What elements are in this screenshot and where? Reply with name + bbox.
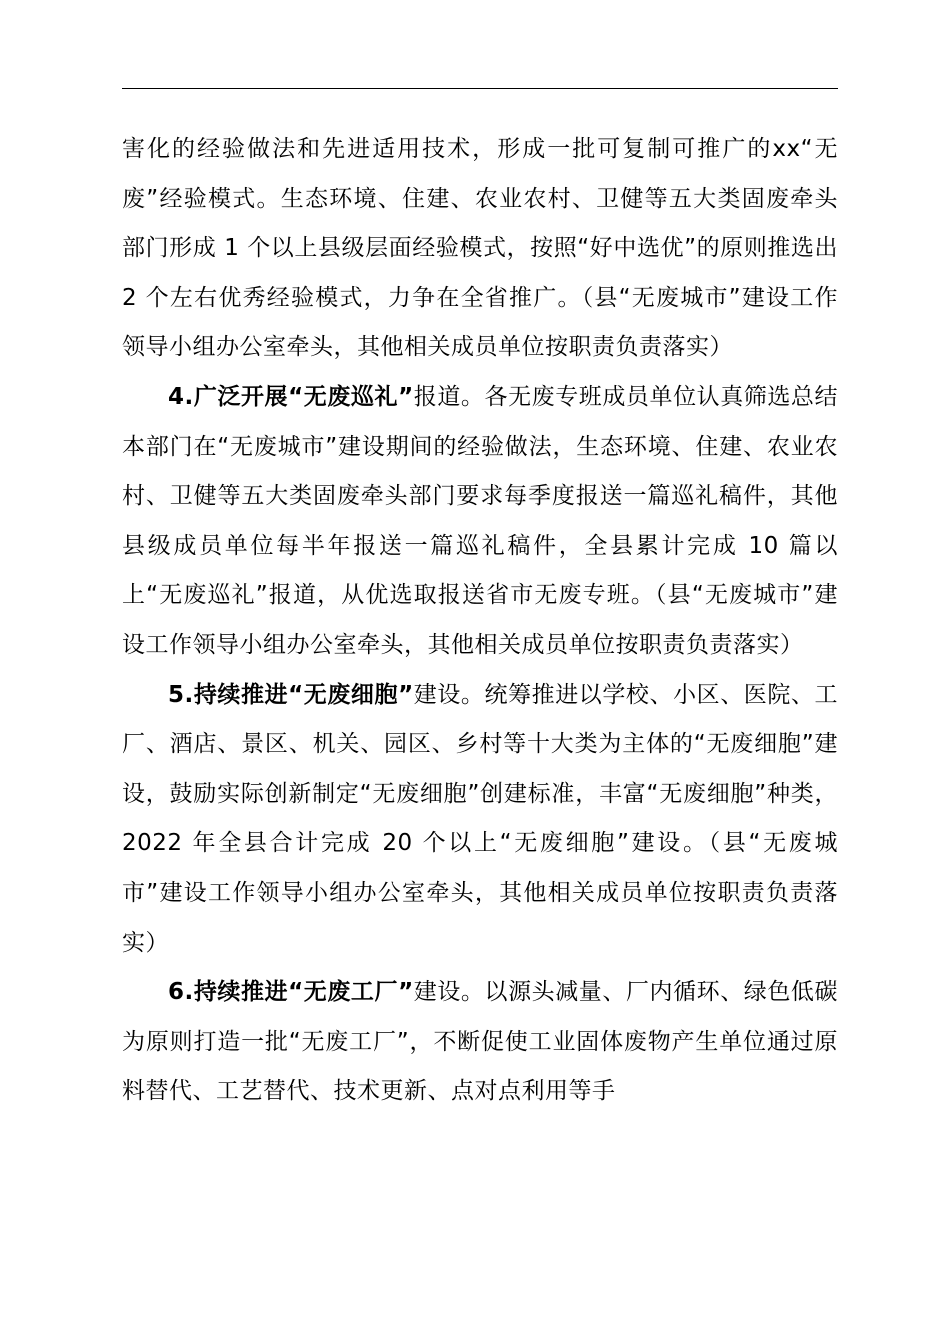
paragraph-item-5 [122, 671, 838, 969]
item-6-text: 建设。以源头减量、厂内循环、绿色低碳为原则打造一批“无废工厂”，不断促使工业固体废物产生单位通过原料替代、工艺替代、技术更新、点对点利用等手 [122, 979, 838, 1105]
item-5-title: 5.持续推进“无废细胞” [168, 681, 414, 708]
item-4-title: 4.广泛开展“无废巡礼” [168, 383, 414, 410]
item-4-text: 报道。各无废专班成员单位认真筛选总结本部门在“无废城市”建设期间的经验做法，生态环境、住建、农业农村、卫健等五大类固废牵头部门要求每季度报送一篇巡礼稿件，其他县级成员单位每半年报送一篇巡礼稿件，全县累计完成 10 篇以上“无废巡礼”报道，从优选取报送省市无废专班。（县“无废城市”建设工作领导小组办公室牵头，其他相关成员单位按职责负责落实） [122, 383, 838, 658]
paragraph-item-6 [122, 968, 838, 1117]
item-5-text: 建设。统筹推进以学校、小区、医院、工厂、酒店、景区、机关、园区、乡村等十大类为主体的“无废细胞”建设，鼓励实际创新制定“无废细胞”创建标准，丰富“无废细胞”种类，2022 年全县合计完成 20 个以上“无废细胞”建设。（县“无废城市”建设工作领导小组办公室牵头，其他相关成员单位按职责负责落实） [122, 681, 838, 956]
paragraph-continuation [122, 125, 838, 373]
header-rule [122, 88, 838, 89]
document-body [122, 125, 838, 1117]
item-6-title: 6.持续推进“无废工厂” [168, 979, 414, 1006]
paragraph-item-4 [122, 373, 838, 671]
paragraph-text: 害化的经验做法和先进适用技术，形成一批可复制可推广的xx“无废”经验模式。生态环境、住建、农业农村、卫健等五大类固废牵头部门形成 1 个以上县级层面经验模式，按照“好中选优”的原则推选出 2 个左右优秀经验模式，力争在全省推广。（县“无废城市”建设工作领导小组办公室牵头，其他相关成员单位按职责负责落实） [122, 136, 838, 361]
